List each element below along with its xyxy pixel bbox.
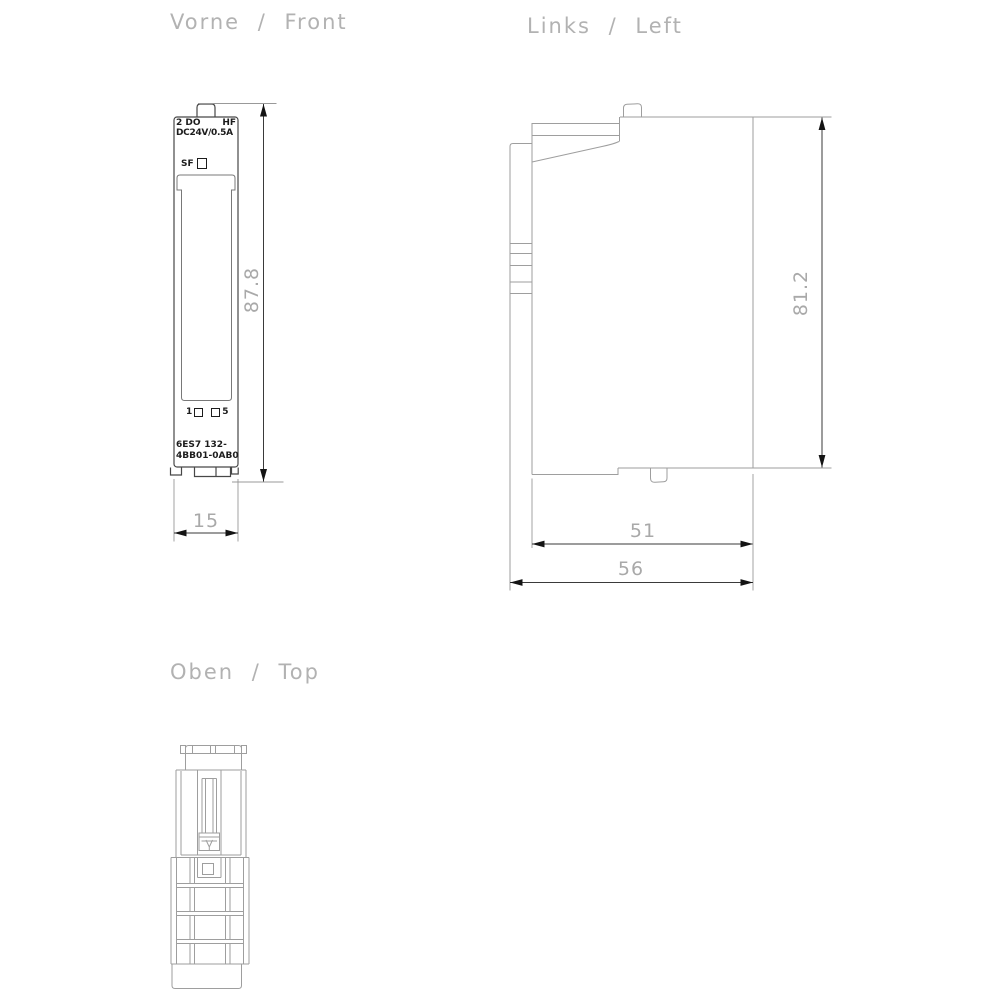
terminal-first-label: 1 xyxy=(186,407,193,417)
dimension-arrow xyxy=(260,104,267,117)
sf-led-label: SF xyxy=(181,158,194,169)
left-depth-total-value: 56 xyxy=(617,558,645,580)
left-top-tab xyxy=(624,104,642,117)
front-bottom-notch-left xyxy=(171,468,182,476)
front-top-tab xyxy=(197,104,215,117)
dimension-arrow xyxy=(741,579,754,586)
front-label-plate xyxy=(177,175,235,401)
left-view-heading: Links / Left xyxy=(527,14,683,38)
terminal-last-label: 5 xyxy=(222,407,229,417)
dimension-arrow xyxy=(226,530,239,537)
top-connector-ear-right xyxy=(242,746,247,754)
top-connector-details xyxy=(186,746,242,754)
left-terminal-column xyxy=(510,144,532,591)
top-comb-row-separators xyxy=(171,884,249,965)
left-terminal-contacts xyxy=(510,244,533,294)
top-slot-square xyxy=(203,864,214,875)
top-view-drawing xyxy=(171,746,249,989)
left-height-value: 81.2 xyxy=(790,269,812,317)
left-bottom-latch xyxy=(651,468,668,482)
front-view-heading: Vorne / Front xyxy=(170,10,348,34)
module-type-row xyxy=(176,118,236,128)
module-terminal-markers xyxy=(186,407,229,417)
dimension-arrow xyxy=(819,455,826,468)
dimension-arrow xyxy=(741,541,754,548)
top-connector-ear-left xyxy=(181,746,186,754)
left-slanted-face xyxy=(532,142,619,163)
module-variant-label: HF xyxy=(222,118,236,128)
dimension-arrow xyxy=(510,579,523,586)
top-center-slot xyxy=(198,770,222,855)
left-view-drawing xyxy=(510,104,832,591)
module-channel-label: 2 DO xyxy=(176,118,201,128)
top-release-mechanism xyxy=(199,833,220,851)
top-comb-rails xyxy=(171,858,249,965)
dimension-arrow xyxy=(174,530,187,537)
dimension-arrow xyxy=(819,118,826,131)
left-depth-body-value: 51 xyxy=(629,520,657,542)
left-height-dimension xyxy=(819,118,826,468)
module-rating-label: DC24V/0.5A xyxy=(176,128,233,138)
dimension-arrow xyxy=(260,469,267,482)
front-bottom-tab xyxy=(195,468,231,477)
terminal-box-icon xyxy=(194,408,203,417)
left-bottom-edge xyxy=(532,468,832,475)
top-bottom-block xyxy=(172,964,242,989)
front-width-value: 15 xyxy=(192,510,220,532)
module-status-led xyxy=(181,158,207,169)
front-bottom-notch-right xyxy=(232,468,239,475)
top-connector-outline xyxy=(186,746,242,771)
top-view-heading: Oben / Top xyxy=(170,660,320,684)
front-height-value: 87.8 xyxy=(241,266,263,314)
order-number-line1: 6ES7 132- xyxy=(176,440,227,450)
left-top-step xyxy=(532,117,620,142)
terminal-box-icon xyxy=(211,408,220,417)
order-number-line2: 4BB01-0AB0 xyxy=(176,451,239,461)
dimension-arrow xyxy=(532,541,545,548)
sf-led-box-icon xyxy=(197,158,208,169)
